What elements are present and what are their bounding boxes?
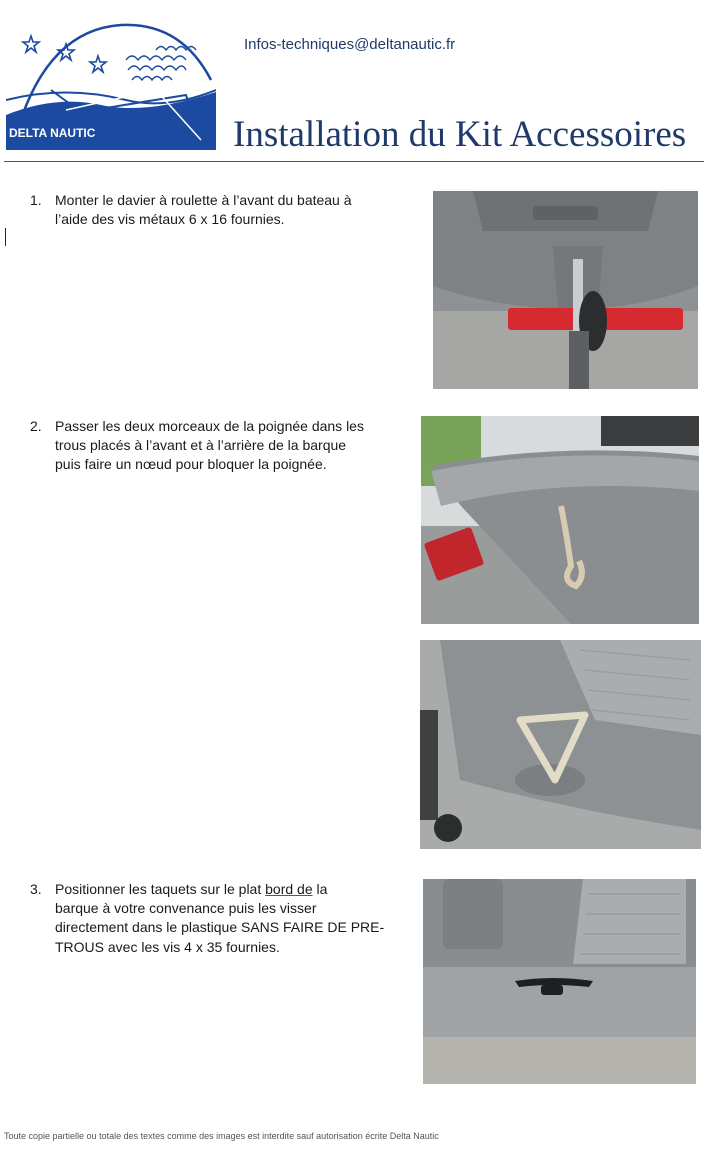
step-line: directement dans le plastique SANS FAIRE DE PRE- (55, 919, 385, 936)
step-text (55, 191, 352, 229)
step-text (55, 417, 364, 475)
copyright-notice: Toute copie partielle ou totale des textes comme des images est interdite sauf autorisation écrite Delta Nautic (4, 1131, 439, 1141)
title-divider (4, 161, 704, 162)
rope-handle-side-photo (421, 416, 699, 624)
step-1 (30, 191, 380, 231)
step-line: trous placés à l’avant et à l’arrière de la barque (55, 437, 347, 454)
step-line: barque à votre convenance puis les visser (55, 900, 317, 917)
page-title: Installation du Kit Accessoires (233, 114, 687, 155)
delta-nautic-logo (6, 20, 216, 150)
step-number: 1. (30, 192, 42, 208)
step-line: TROUS avec les vis 4 x 35 fournies. (55, 938, 280, 955)
rope-handle-top-photo (420, 640, 701, 849)
step-line: l’aide des vis métaux 6 x 16 fournies. (55, 211, 285, 228)
step-2 (30, 417, 380, 477)
step-number: 2. (30, 418, 42, 434)
contact-email[interactable]: Infos-techniques@deltanautic.fr (244, 36, 456, 53)
step-text (55, 880, 384, 957)
step-line: puis faire un nœud pour bloquer la poignée. (55, 456, 327, 473)
step-line: Positionner les taquets sur le plat bord de la (55, 881, 328, 897)
logo-text: DELTA NAUTIC (9, 126, 96, 140)
step-number: 3. (30, 881, 42, 897)
step-line: Monter le davier à roulette à l’avant du bateau à (55, 192, 352, 208)
text-cursor (5, 228, 6, 246)
step-line: Passer les deux morceaux de la poignée dans les (55, 418, 364, 434)
davier-roller-bow-photo (433, 191, 698, 389)
cleat-on-gunwale-photo (423, 879, 696, 1084)
step-3 (30, 880, 390, 960)
